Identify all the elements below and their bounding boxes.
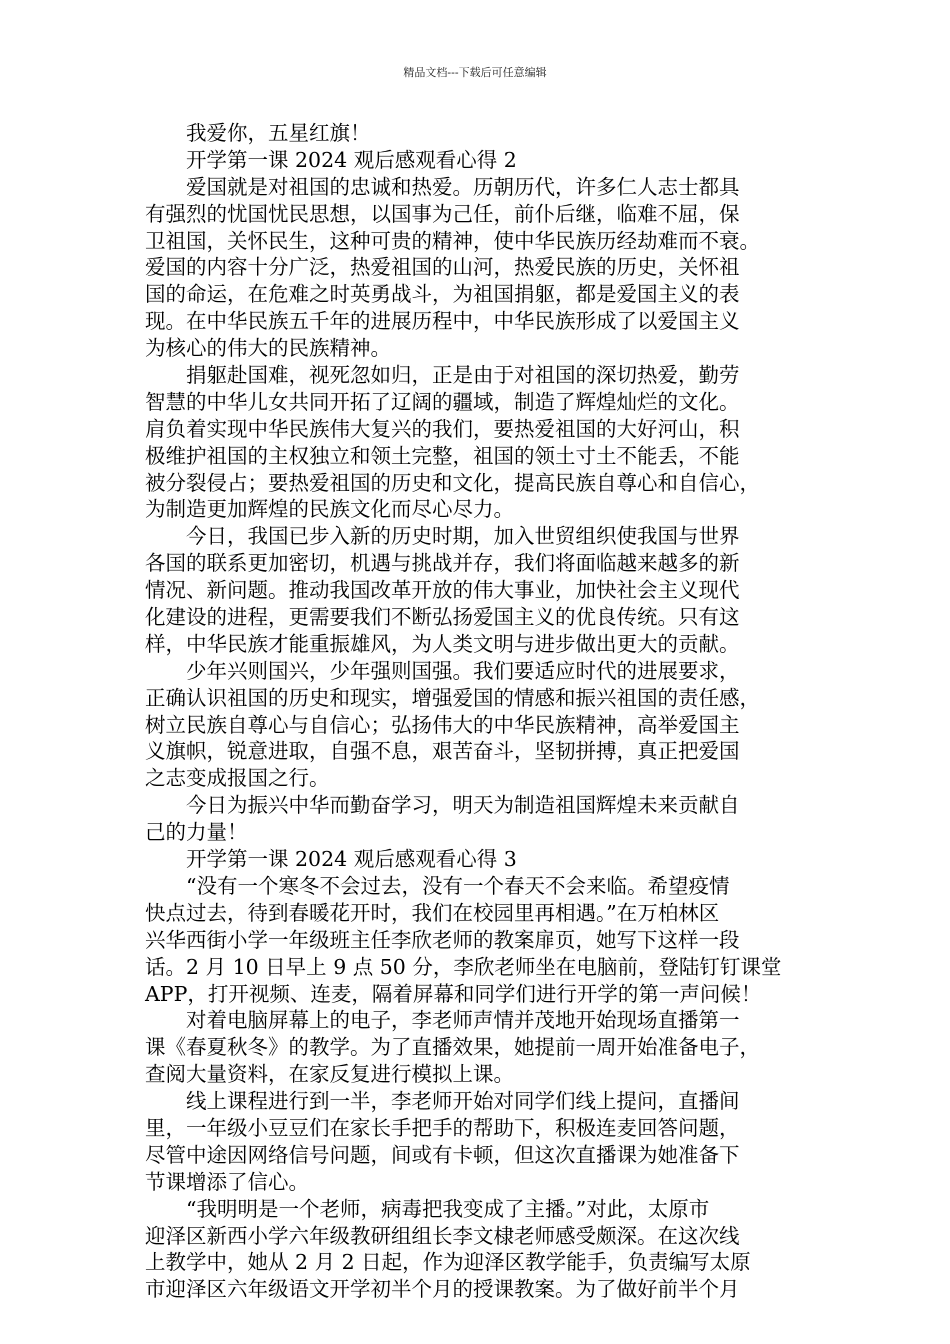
document-body	[145, 120, 815, 1303]
text-line: 义旗帜，锐意进取，自强不息，艰苦奋斗，坚韧拼搏，真正把爱国	[145, 739, 740, 764]
text-line: 快点过去，待到春暖花开时，我们在校园里再相遇。”在万柏林区	[145, 900, 720, 925]
text-line: 节课增添了信心。	[145, 1169, 309, 1194]
text-line: 爱国就是对祖国的忠诚和热爱。历朝历代，许多仁人志士都具	[186, 174, 740, 199]
text-line: 有强烈的忧国忧民思想，以国事为己任，前仆后继，临难不屈，保	[145, 201, 740, 226]
text-line: 里，一年级小豆豆们在家长手把手的帮助下，积极连麦回答问题，	[145, 1115, 740, 1140]
text-line: “没有一个寒冬不会过去，没有一个春天不会来临。希望疫情	[186, 873, 730, 898]
text-line: “我明明是一个老师，病毒把我变成了主播。”对此，太原市	[186, 1196, 710, 1221]
text-line: 课《春夏秋冬》的教学。为了直播效果，她提前一周开始准备电子，	[145, 1035, 760, 1060]
text-line: 为制造更加辉煌的民族文化而尽心尽力。	[145, 497, 514, 522]
page-header: 精品文档---下载后可任意编辑	[403, 66, 547, 79]
text-line: 开学第一课 2024 观后感观看心得 3	[186, 847, 517, 872]
text-line: 之志变成报国之行。	[145, 766, 330, 791]
text-line: 对着电脑屏幕上的电子，李老师声情并茂地开始现场直播第一	[186, 1008, 740, 1033]
text-line: 话。2 月 10 日早上 9 点 50 分，李欣老师坐在电脑前，登陆钉钉课堂	[145, 954, 782, 979]
text-line: 为核心的伟大的民族精神。	[145, 336, 391, 361]
text-line: 正确认识祖国的历史和现实，增强爱国的情感和振兴祖国的责任感，	[145, 685, 760, 710]
text-line: 被分裂侵占；要热爱祖国的历史和文化，提高民族自尊心和自信心，	[145, 470, 760, 495]
text-line: 今日为振兴中华而勤奋学习，明天为制造祖国辉煌未来贡献自	[186, 793, 740, 818]
text-line: 爱国的内容十分广泛，热爱祖国的山河，热爱民族的历史，关怀祖	[145, 255, 740, 280]
text-line: 少年兴则国兴，少年强则国强。我们要适应时代的进展要求，	[186, 658, 740, 683]
text-line: 树立民族自尊心与自信心；弘扬伟大的中华民族精神，高举爱国主	[145, 712, 740, 737]
text-line: 兴华西街小学一年级班主任李欣老师的教案扉页，她写下这样一段	[145, 927, 740, 952]
text-line: 捐躯赴国难，视死忽如归，正是由于对祖国的深切热爱，勤劳	[186, 363, 740, 388]
text-line: 上教学中，她从 2 月 2 日起，作为迎泽区教学能手，负责编写太原	[145, 1250, 751, 1275]
text-line: 今日，我国已步入新的历史时期，加入世贸组织使我国与世界	[186, 524, 740, 549]
text-line: 我爱你，五星红旗！	[186, 121, 371, 145]
text-line: 智慧的中华儿女共同开拓了辽阔的疆域，制造了辉煌灿烂的文化。	[145, 389, 740, 414]
text-line: 情况、新问题。推动我国改革开放的伟大事业，加快社会主义现代	[145, 578, 740, 603]
text-line: 迎泽区新西小学六年级教研组组长李文棣老师感受颇深。在这次线	[145, 1223, 740, 1248]
text-line: 卫祖国，关怀民生，这种可贵的精神，使中华民族历经劫难而不衰。	[145, 228, 760, 253]
text-line: 开学第一课 2024 观后感观看心得 2	[186, 147, 517, 172]
text-line: 己的力量！	[145, 820, 248, 845]
text-line: 肩负着实现中华民族伟大复兴的我们，要热爱祖国的大好河山，积	[145, 416, 740, 441]
text-line: 线上课程进行到一半，李老师开始对同学们线上提问，直播间	[186, 1089, 740, 1114]
text-line: 化建设的进程，更需要我们不断弘扬爱国主义的优良传统。只有这	[145, 605, 740, 630]
text-line: 市迎泽区六年级语文开学初半个月的授课教案。为了做好前半个月	[145, 1277, 740, 1302]
text-line: 各国的联系更加密切，机遇与挑战并存，我们将面临越来越多的新	[145, 551, 740, 576]
text-line: 尽管中途因网络信号问题，间或有卡顿，但这次直播课为她准备下	[145, 1142, 740, 1167]
text-line: 现。在中华民族五千年的进展历程中，中华民族形成了以爱国主义	[145, 309, 740, 334]
text-line: APP，打开视频、连麦，隔着屏幕和同学们进行开学的第一声问候！	[145, 981, 762, 1006]
text-line: 样，中华民族才能重振雄风，为人类文明与进步做出更大的贡献。	[145, 631, 740, 656]
text-line: 极维护祖国的主权独立和领土完整，祖国的领土寸土不能丢，不能	[145, 443, 740, 468]
text-line: 国的命运，在危难之时英勇战斗，为祖国捐躯，都是爱国主义的表	[145, 282, 740, 307]
text-line: 查阅大量资料，在家反复进行模拟上课。	[145, 1062, 514, 1087]
